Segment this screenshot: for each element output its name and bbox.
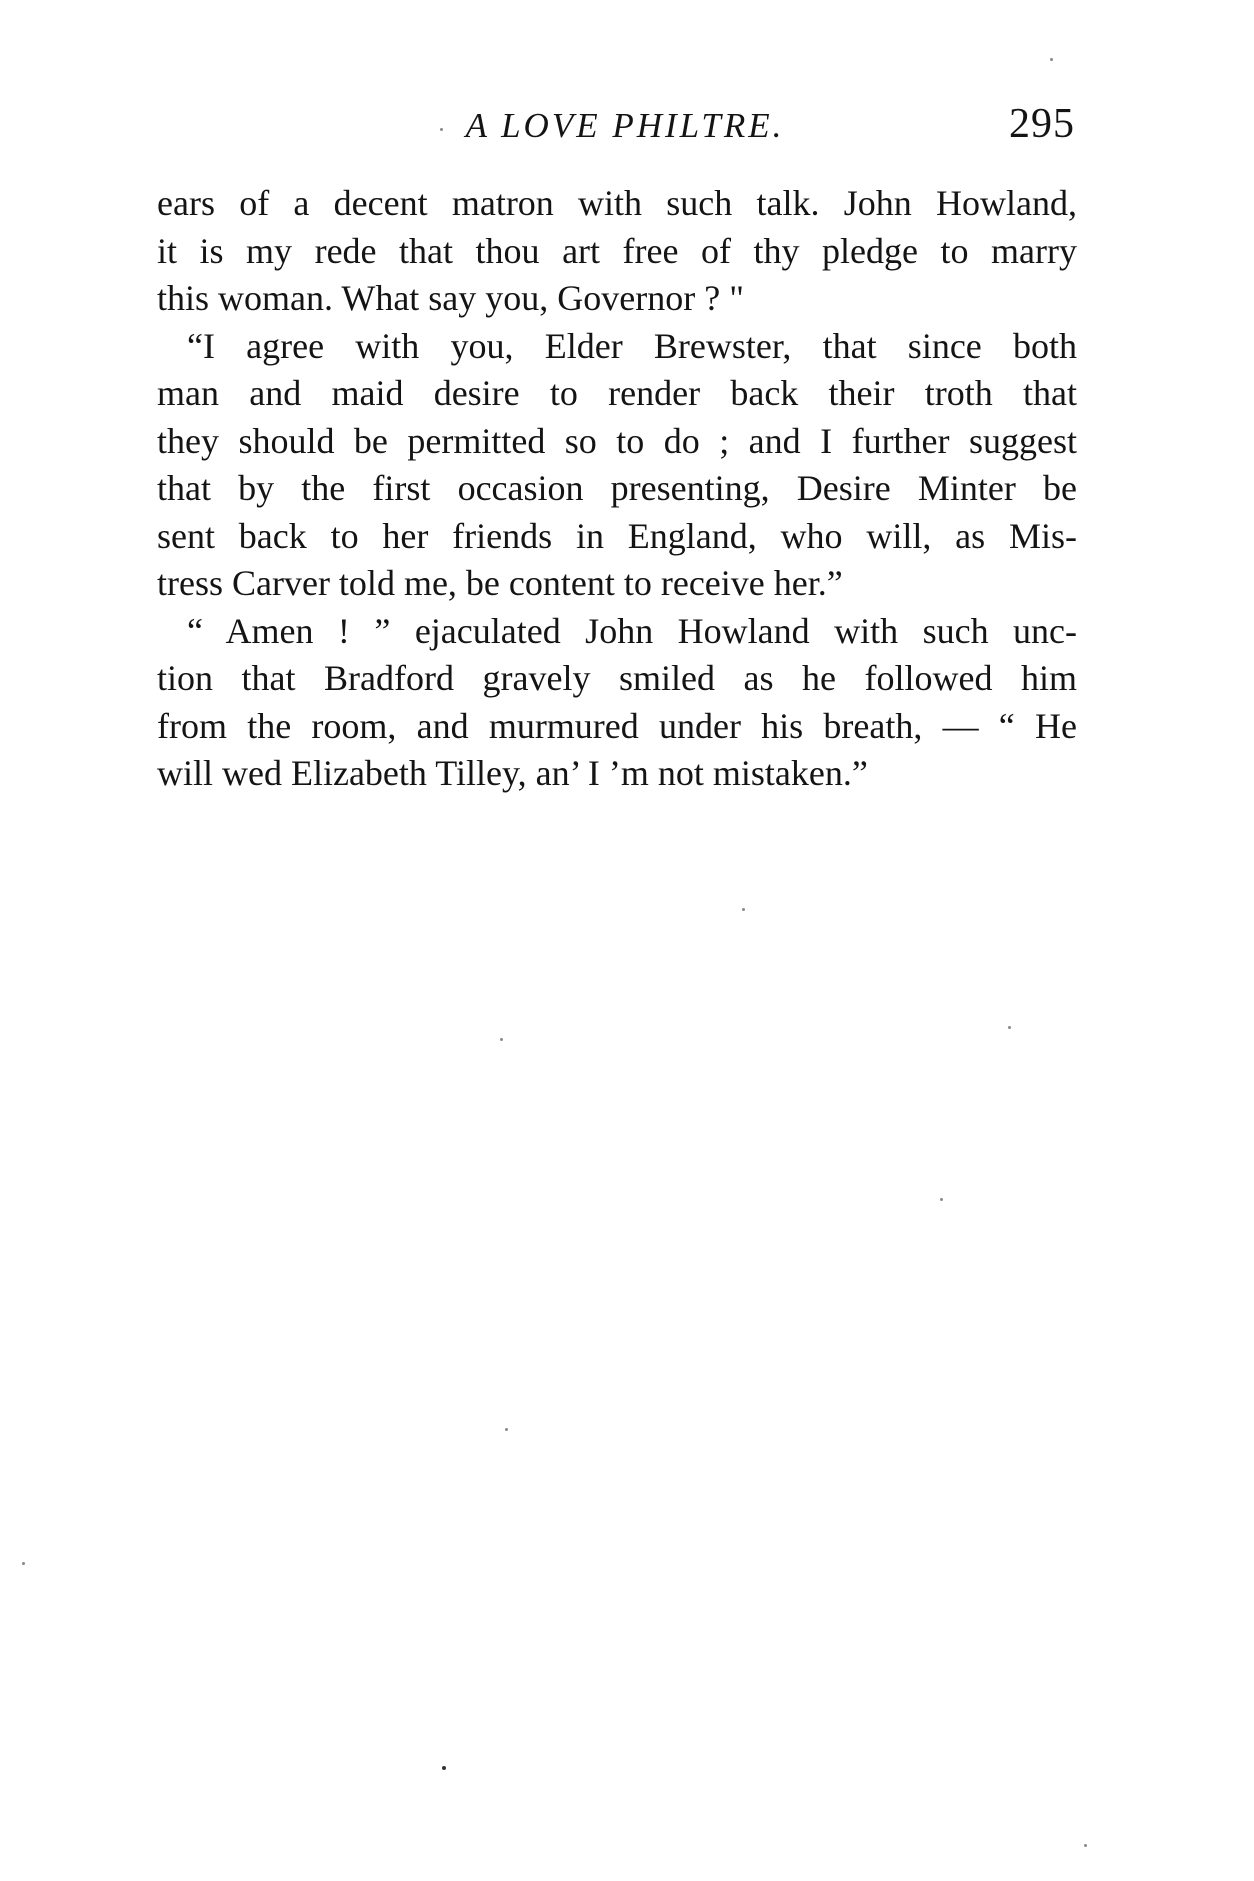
- paper-speck: [440, 128, 443, 131]
- text-line: tress Carver told me, be content to receive her.”: [157, 563, 843, 603]
- paper-speck: [442, 1766, 446, 1770]
- text-line: ears of a decent matron with such talk. John Howland,: [157, 183, 1077, 223]
- body-text: [157, 180, 1077, 798]
- paper-speck: [22, 1562, 25, 1565]
- text-line: from the room, and murmured under his breath, — “ He: [157, 705, 1077, 746]
- text-line: man and maid desire to render back their troth that: [157, 373, 1077, 413]
- paragraph-1: [157, 180, 1077, 323]
- paper-speck: [1050, 58, 1053, 61]
- text-line: they should be permitted so to do ; and I further suggest: [157, 420, 1077, 461]
- paper-speck: [1008, 1026, 1011, 1029]
- paper-speck: [940, 1198, 943, 1201]
- text-line: “I agree with you, Elder Brewster, that since both: [187, 325, 1077, 366]
- text-line: this woman. What say you, Governor ? ": [157, 278, 744, 318]
- text-line: “ Amen ! ” ejaculated John Howland with such unc-: [187, 610, 1077, 651]
- paragraph-2: [157, 323, 1077, 608]
- running-title: A LOVE PHILTRE.: [465, 106, 785, 145]
- text-line: tion that Bradford gravely smiled as he followed him: [157, 658, 1077, 698]
- text-line: it is my rede that thou art free of thy pledge to marry: [157, 230, 1077, 271]
- paper-speck: [1084, 1844, 1087, 1847]
- paper-speck: [500, 1038, 503, 1041]
- paper-speck: [505, 1428, 508, 1431]
- paper-speck: [742, 908, 745, 911]
- text-line: will wed Elizabeth Tilley, an’ I ’m not mistaken.”: [157, 753, 868, 793]
- text-line: sent back to her friends in England, who will, as Mis-: [157, 515, 1077, 556]
- text-line: that by the first occasion presenting, Desire Minter be: [157, 468, 1077, 508]
- page-number: 295: [1009, 101, 1075, 147]
- paragraph-3: [157, 608, 1077, 798]
- running-head: [155, 100, 1075, 156]
